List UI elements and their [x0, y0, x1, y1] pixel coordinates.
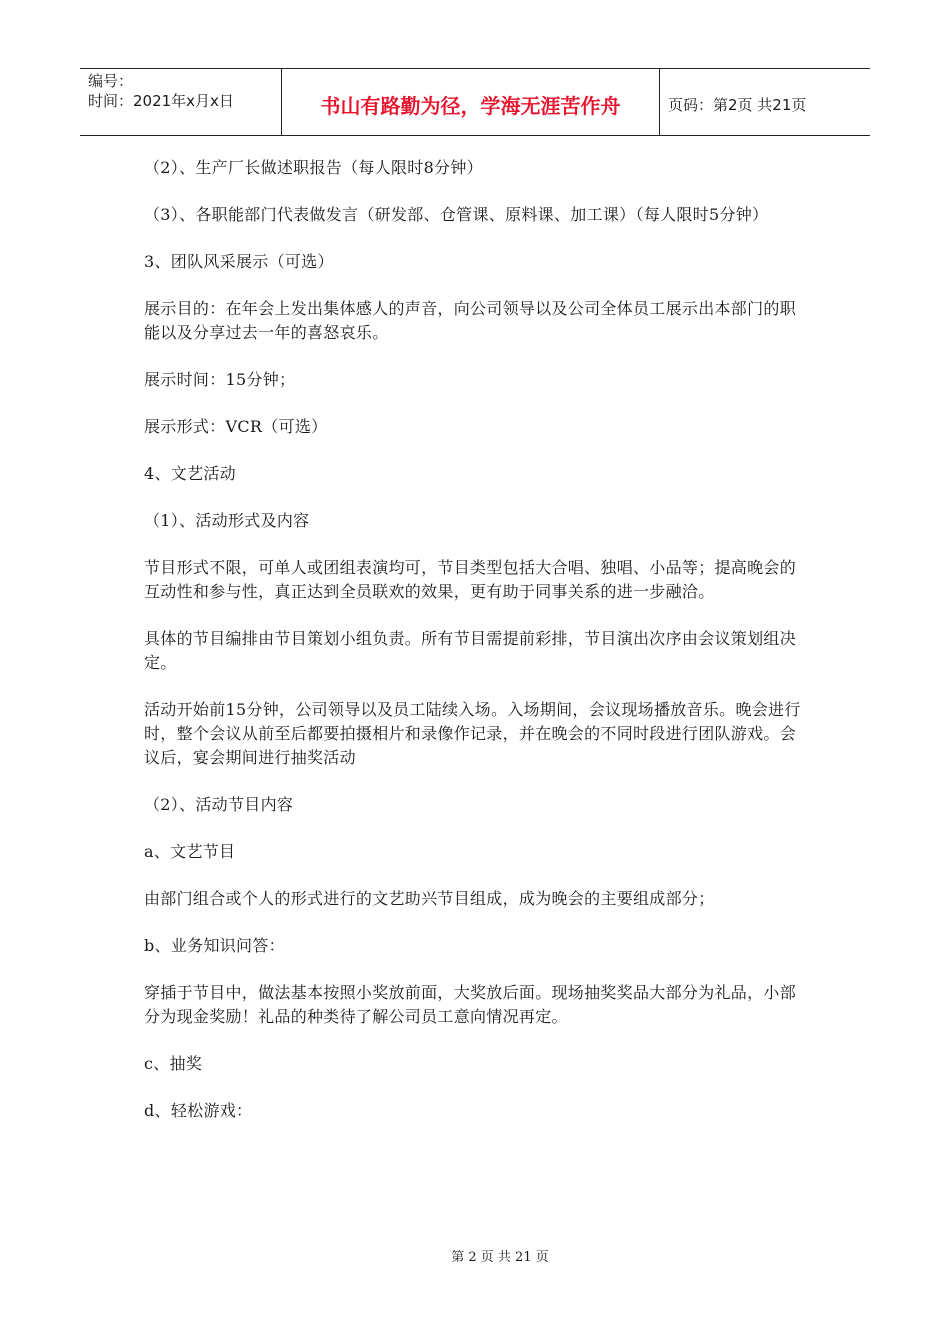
- page-footer: 第 2 页 共 21 页: [451, 1250, 549, 1265]
- list-item: d、轻松游戏：: [144, 1101, 253, 1120]
- paragraph: 活动开始前15分钟，公司领导以及员工陆续入场。入场期间，会议现场播放音乐。晚会进行时，整个会议从前至后都要拍摄相片和录像作记录，并在晚会的不同时段进行团队游戏。会议后，宴会期间进行抽奖活动: [144, 700, 801, 767]
- list-item: b、业务知识问答：: [144, 936, 285, 955]
- header-meta: [80, 69, 282, 135]
- document-number: 编号：: [88, 72, 134, 90]
- paragraph: 展示时间：15分钟；: [144, 370, 296, 389]
- subsection-heading: （1）、活动形式及内容: [144, 511, 310, 530]
- paragraph: 穿插于节目中，做法基本按照小奖放前面，大奖放后面。现场抽奖奖品大部分为礼品，小部分为现金奖励！礼品的种类待了解公司员工意向情况再定。: [144, 983, 797, 1026]
- subsection-heading: （2）、活动节目内容: [144, 795, 294, 814]
- paragraph: 具体的节目编排由节目策划小组负责。所有节目需提前彩排，节目演出次序由会议策划组决定。: [144, 629, 797, 672]
- paragraph: 展示形式：VCR（可选）: [144, 417, 328, 436]
- paragraph: 由部门组合或个人的形式进行的文艺助兴节目组成，成为晚会的主要组成部分；: [144, 889, 715, 908]
- section-heading: 4、文艺活动: [144, 464, 236, 483]
- paragraph: （3）、各职能部门代表做发言（研发部、仓管课、原料课、加工课）（每人限时5分钟）: [144, 205, 769, 224]
- section-heading: 3、团队风采展示（可选）: [144, 252, 334, 271]
- header-motto: 书山有路勤为径，学海无涯苦作舟: [282, 69, 660, 135]
- document-body: [144, 156, 810, 1146]
- paragraph: 节目形式不限，可单人或团组表演均可，节目类型包括大合唱、独唱、小品等；提高晚会的互动性和参与性，真正达到全员联欢的效果，更有助于同事关系的进一步融洽。: [144, 558, 797, 601]
- list-item: a、文艺节目: [144, 842, 236, 861]
- paragraph: 展示目的：在年会上发出集体感人的声音，向公司领导以及公司全体员工展示出本部门的职能以及分享过去一年的喜怒哀乐。: [144, 299, 797, 342]
- page-header: [80, 68, 870, 136]
- paragraph: （2）、生产厂长做述职报告（每人限时8分钟）: [144, 158, 483, 177]
- document-time: 时间：2021年x月x日: [88, 92, 234, 110]
- list-item: c、抽奖: [144, 1054, 203, 1073]
- header-page-info: 页码：第2页 共21页: [668, 95, 807, 114]
